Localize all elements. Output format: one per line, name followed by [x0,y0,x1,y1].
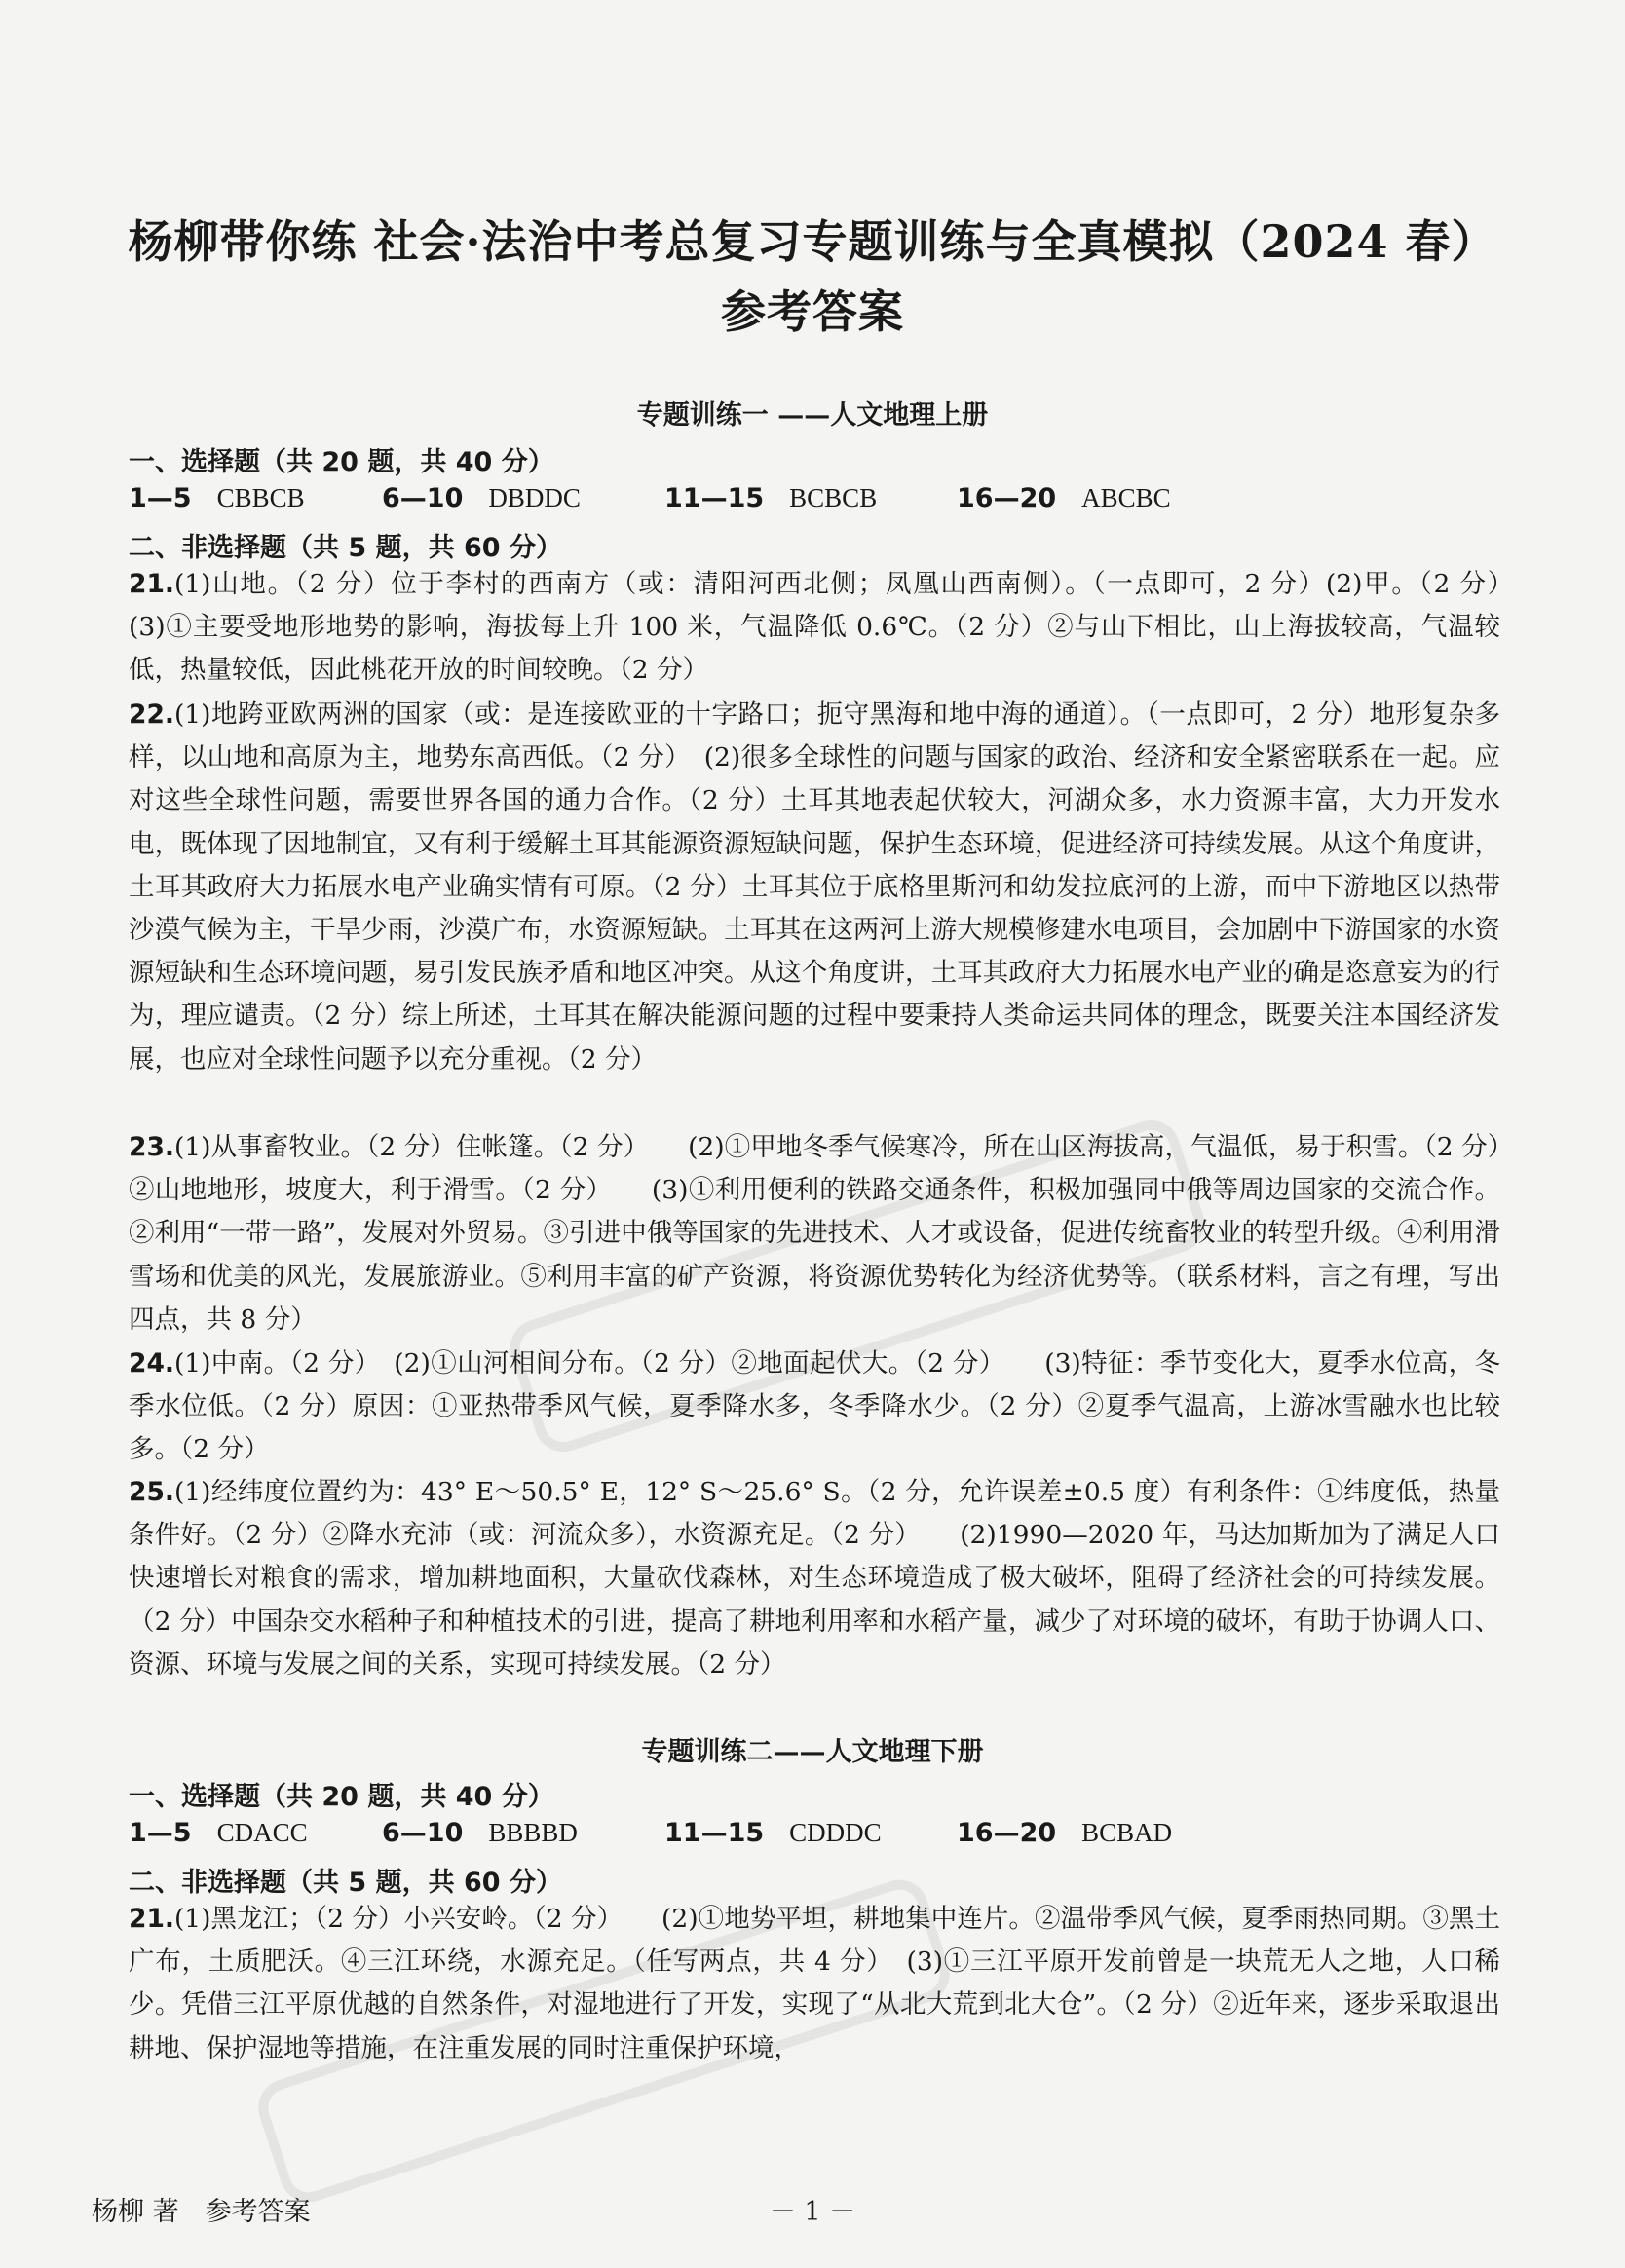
answer-q23-s1: 23.(1)从事畜牧业。（2 分）住帐篷。（2 分） (2)①甲地冬季气候寒冷，所在山区海拔高，气温低，易于积雪。（2 分）②山地地形，坡度大，利于滑雪。（2 分） (3)①利用便利的铁路交通条件，积极加强同中俄等周边国家的交流合作。②利用“一带一路”，发展对外贸易。③引进中俄等国家的先进技术、人才或设备，促进传统畜牧业的转型升级。④利用滑雪场和优美的风光，发展旅游业。⑤利用丰富的矿产资源，将资源优势转化为经济优势等。（联系材料，言之有理，写出四点，共 8 分） [129,1132,1500,1335]
page-number: － 1 － [769,2197,856,2227]
mc-group: 16—20 ABCBC [957,483,1171,513]
mc-group: 6—10 BBBBD [382,1818,578,1848]
doc-subtitle: 参考答案 [721,285,904,338]
mc-group: 11—15 BCBCB [664,483,878,513]
part-heading-mc-2: 一、选择题（共 20 题，共 40 分） [129,1782,554,1812]
answer-q22-s1: 22.(1)地跨亚欧两洲的国家（或：是连接欧亚的十字路口；扼守黑海和地中海的通道）。（一点即可，2 分）地形复杂多样，以山地和高原为主，地势东高西低。（2 分） (2)很多全球性的问题与国家的政治、经济和安全紧密联系在一起。应对这些全球性问题，需要世界各国的通力合作。（2 分）土耳其地表起伏较大，河湖众多，水力资源丰富，大力开发水电，既体现了因地制宜，又有利于缓解土耳其能源资源短缺问题，保护生态环境，促进经济可持续发展。从这个角度讲，土耳其政府大力拓展水电产业确实情有可原。（2 分）土耳其位于底格里斯河和幼发拉底河的上游，而中下游地区以热带沙漠气候为主，干旱少雨，沙漠广布，水资源短缺。土耳其在这两河上游大规模修建水电项目，会加剧中下游国家的水资源短缺和生态环境问题，易引发民族矛盾和地区冲突。从这个角度讲，土耳其政府大力拓展水电产业的确是恣意妄为的行为，理应谴责。（2 分）综上所述，土耳其在解决能源问题的过程中要秉持人类命运共同体的理念，既要关注本国经济发展，也应对全球性问题予以充分重视。（2 分） [129,699,1500,1075]
mc-group: 1—5 CBBCB [129,483,305,513]
answer-q21-s1: 21.(1)山地。（2 分）位于李村的西南方（或：清阳河西北侧；凤凰山西南侧）。（一点即可，2 分）(2)甲。（2 分） (3)①主要受地形地势的影响，海拔每上升 100 米，气温降低 0.6℃。（2 分）②与山下相比，山上海拔较高，气温较低，热量较低，因此桃花开放的时间较晚。（2 分） [129,569,1552,686]
section-heading-1: 专题训练一 ——人文地理上册 [636,400,989,431]
answer-q24-s1: 24.(1)中南。（2 分） (2)①山河相间分布。（2 分）②地面起伏大。（2 分） (3)特征：季节变化大，夏季水位高，冬季水位低。（2 分）原因：①亚热带季风气候，夏季降水多，冬季降水少。（2 分）②夏季气温高，上游冰雪融水也比较多。（2 分） [129,1348,1500,1465]
mc-answers-1 [129,483,1493,513]
mc-group: 16—20 BCBAD [957,1818,1173,1848]
footer-author: 杨柳 著 参考答案 [92,2197,311,2227]
part-heading-free-2: 二、非选择题（共 5 题，共 60 分） [129,1868,562,1898]
mc-group: 6—10 DBDDC [382,483,581,513]
mc-group: 11—15 CDDDC [664,1818,882,1848]
part-heading-free-1: 二、非选择题（共 5 题，共 60 分） [129,533,562,563]
doc-title: 杨柳带你练 社会·法治中考总复习专题训练与全真模拟（2024 春） [128,215,1497,268]
part-heading-mc-1: 一、选择题（共 20 题，共 40 分） [129,447,554,477]
section-heading-2: 专题训练二——人文地理下册 [641,1737,984,1767]
mc-group: 1—5 CDACC [129,1818,308,1848]
answer-q25-s1: 25.(1)经纬度位置约为：43° E～50.5° E，12° S～25.6° S。（2 分，允许误差±0.5 度）有利条件：①纬度低，热量条件好。（2 分）②降水充沛（或：河流众多），水资源充足。（2 分） (2)1990—2020 年，马达加斯加为了满足人口快速增长对粮食的需求，增加耕地面积，大量砍伐森林，对生态环境造成了极大破坏，阻碍了经济社会的可持续发展。（2 分）中国杂交水稻种子和种植技术的引进，提高了耕地利用率和水稻产量，减少了对环境的破坏，有助于协调人口、资源、环境与发展之间的关系，实现可持续发展。（2 分） [129,1477,1500,1680]
mc-answers-2 [129,1818,1493,1848]
answer-q21-s2: 21.(1)黑龙江；（2 分）小兴安岭。（2 分） (2)①地势平坦，耕地集中连片。②温带季风气候，夏季雨热同期。③黑土广布，土质肥沃。④三江环绕，水源充足。（任写两点，共 4 分） (3)①三江平原开发前曾是一块荒无人之地，人口稀少。凭借三江平原优越的自然条件，对湿地进行了开发，实现了“从北大荒到北大仓”。（2 分）②近年来，逐步采取退出耕地、保护湿地等措施，在注重发展的同时注重保护环境， [129,1904,1500,2063]
